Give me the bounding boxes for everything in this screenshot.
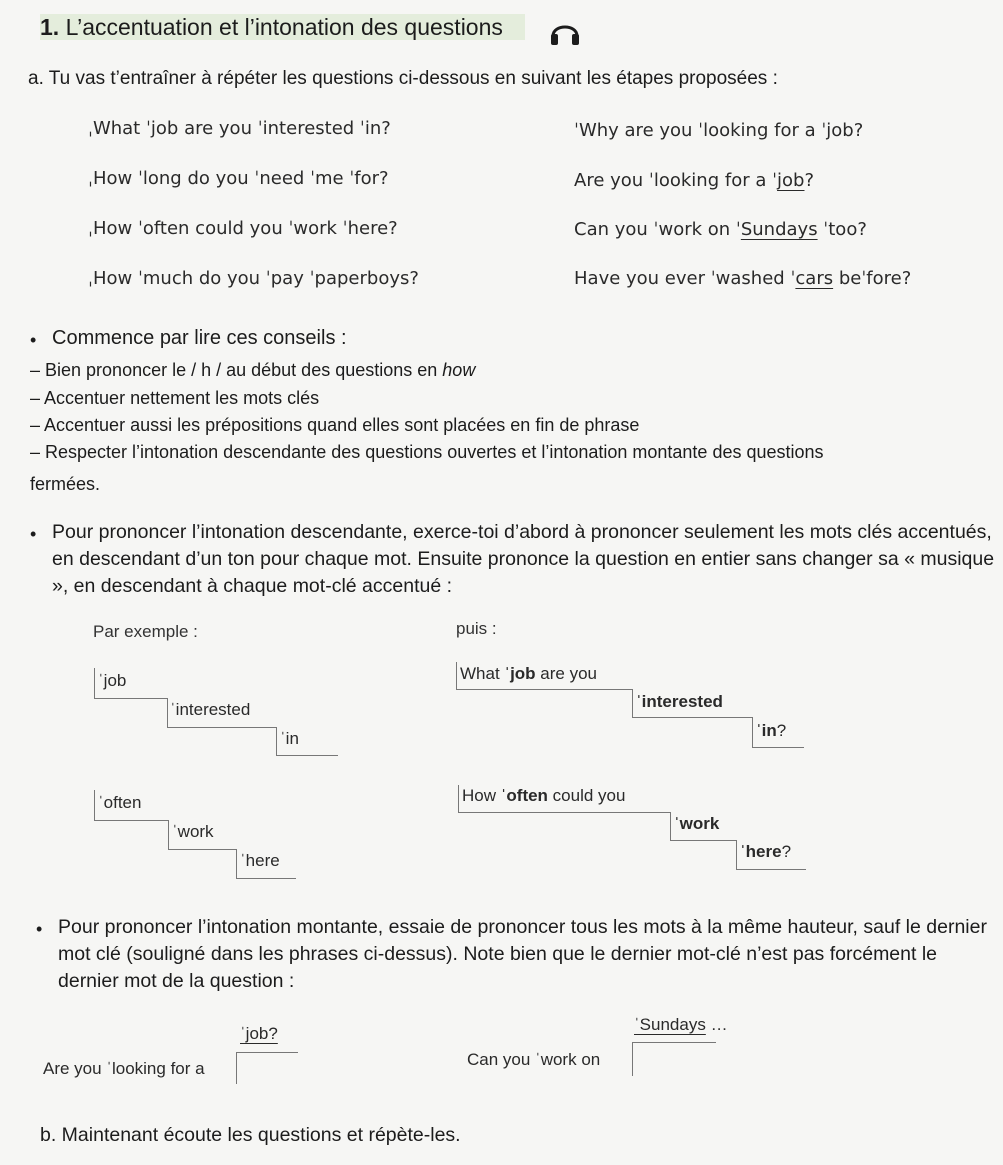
full2-step3: ˈhere [740, 842, 782, 861]
rising1-riser [236, 1052, 237, 1084]
full2-tread-2 [670, 840, 736, 841]
right-question-2-text: Are you ˈlooking for a ˈ [574, 170, 778, 191]
rising1-tread [236, 1052, 298, 1053]
stair2-tread-3 [236, 878, 296, 879]
exercise-title [40, 14, 525, 41]
title-highlight [40, 14, 525, 40]
stair2-tread-2 [168, 849, 236, 850]
then-label: puis : [456, 619, 497, 638]
stair2-riser-3 [236, 849, 237, 878]
stair1-word-3: ˈin [280, 729, 299, 748]
right-question-3-keyword: Sundays [740, 219, 818, 240]
full2-tail: could you [547, 786, 626, 805]
full2-tread-1 [458, 812, 670, 813]
full1-step3: ˈin [756, 721, 777, 740]
tip-3: – Accentuer aussi les prépositions quand elles sont placées en fin de phrase [30, 415, 640, 435]
right-question-4-end: beˈfore? [833, 268, 912, 289]
right-question-1-text: ˈWhy are you ˈlooking for a ˈjob? [574, 120, 864, 141]
part-a-instruction: a. Tu vas t’entraîner à répéter les questions ci-dessous en suivant les étapes proposées : [28, 68, 778, 89]
full1-tread-1 [456, 689, 632, 690]
full2-riser-2 [670, 812, 671, 840]
tip-4-continuation: fermées. [30, 474, 101, 494]
rising2-tread [632, 1042, 716, 1043]
headphones-icon[interactable] [548, 18, 582, 46]
stair2-word-1: ˈoften [98, 793, 142, 812]
right-question-4-text: Have you ever ˈwashed ˈ [574, 268, 796, 289]
right-question-4 [574, 268, 911, 289]
full1-riser-1 [456, 662, 457, 689]
example-label: Par exemple : [93, 622, 198, 641]
full2-key: ˈoften [500, 786, 548, 805]
rising1-top [240, 1024, 278, 1044]
right-question-2 [574, 170, 814, 191]
rising2-dots: … [710, 1015, 728, 1034]
right-question-3-end: ˈtoo? [817, 219, 867, 240]
tip-4: – Respecter l’intonation descendante des questions ouvertes et l’intonation montante des questions [30, 442, 824, 462]
title-text: L’accentuation et l’intonation des questions [65, 14, 503, 40]
exercise-number: 1. [40, 14, 60, 40]
rising1-top-word: ˈjob? [240, 1024, 278, 1043]
tip-1-text: – Bien prononcer le / h / au début des questions en [30, 360, 443, 380]
rising-text: Pour prononcer l’intonation montante, essaie de prononcer tous les mots à la même hauteur, sauf le dernier mot clé (souligné dans les phrases ci-dessus). Note bien que le dernier mot-clé n’est pas forcément le dernier mot de la question : [58, 916, 987, 992]
right-question-3 [574, 219, 867, 240]
stair1-tread-2 [167, 727, 277, 728]
right-question-2-end: ? [804, 170, 815, 191]
stair1-tread-1 [94, 698, 168, 699]
full1-tread-3 [752, 747, 804, 748]
rising2-top-word: ˈSundays [634, 1015, 706, 1034]
full2-line-2: ˈwork [674, 814, 720, 833]
rising2-riser [632, 1042, 633, 1076]
full1-mark: ? [776, 721, 787, 740]
part-b-instruction: b. Maintenant écoute les questions et répète-les. [40, 1124, 461, 1146]
left-question-3: ˌHow ˈoften could you ˈwork ˈhere? [88, 218, 398, 239]
full1-line-3 [756, 721, 786, 741]
full2-line-1 [462, 786, 625, 806]
bullet-dot-1: • [30, 330, 37, 350]
full1-tail: are you [535, 664, 597, 683]
full2-riser-1 [458, 785, 459, 812]
stair1-riser-3 [276, 727, 277, 756]
full1-line-1 [460, 664, 597, 684]
stair2-riser-1 [94, 790, 95, 820]
stair1-tread-3 [276, 755, 338, 756]
rising2-top [634, 1015, 728, 1035]
full2-tread-3 [736, 869, 806, 870]
bullet-dot-3: • [36, 919, 43, 939]
full2-line-3 [740, 842, 791, 862]
full1-lead: What [460, 664, 505, 683]
rising1-base: Are you ˈlooking for a [43, 1059, 205, 1078]
descending-text: Pour prononcer l’intonation descendante, exerce-toi d’abord à prononcer seulement les mots clés accentués, en descendant d’un ton pour chaque mot. Ensuite prononce la question en entier sans changer sa « musique », en descendant à chaque mot-clé accentué : [52, 521, 995, 597]
right-question-3-text: Can you ˈwork on ˈ [574, 219, 741, 240]
bullet-dot-2: • [30, 524, 37, 544]
full1-tread-2 [632, 717, 752, 718]
right-question-4-keyword: cars [795, 268, 834, 289]
stair1-word-1: ˈjob [98, 671, 127, 690]
full1-riser-2 [632, 689, 633, 717]
full1-riser-3 [752, 717, 753, 747]
tips-heading: Commence par lire ces conseils : [52, 327, 347, 349]
stair2-word-2: ˈwork [172, 822, 214, 841]
full2-lead: How [462, 786, 501, 805]
tip-1-italic: how [442, 360, 476, 380]
tip-2: – Accentuer nettement les mots clés [30, 388, 320, 408]
left-question-1: ˌWhat ˈjob are you ˈinterested ˈin? [88, 118, 391, 139]
full1-line-2: ˈinterested [636, 692, 723, 711]
full2-riser-3 [736, 840, 737, 869]
stair1-word-2: ˈinterested [170, 700, 251, 719]
full1-key: ˈjob [504, 664, 536, 683]
stair1-riser-1 [94, 668, 95, 698]
rising2-base: Can you ˈwork on [467, 1050, 601, 1069]
right-question-1 [574, 120, 863, 141]
stair2-word-3: ˈhere [240, 851, 280, 870]
left-question-4: ˌHow ˈmuch do you ˈpay ˈpaperboys? [88, 268, 419, 289]
stair1-riser-2 [167, 698, 168, 727]
left-question-2: ˌHow ˈlong do you ˈneed ˈme ˈfor? [88, 168, 389, 189]
stair2-riser-2 [168, 820, 169, 849]
right-question-2-keyword: job [777, 170, 805, 191]
stair2-tread-1 [94, 820, 168, 821]
full2-mark: ? [781, 842, 792, 861]
tip-1 [30, 360, 475, 381]
